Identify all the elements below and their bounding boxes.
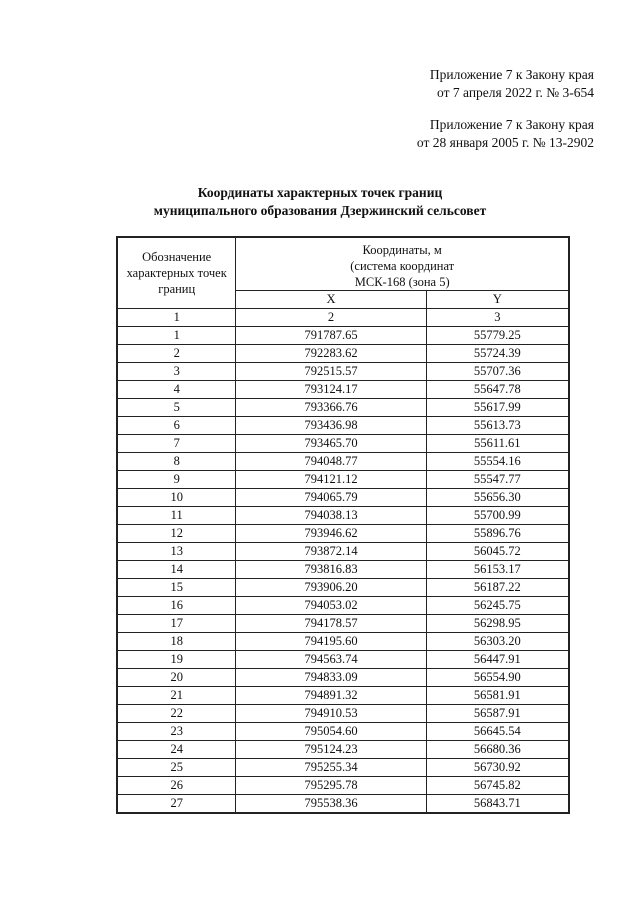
point-name-header: Обозначение характерных точек границ <box>117 237 236 309</box>
x-coordinate-cell: 793366.76 <box>236 399 426 417</box>
appendix-original-line1: Приложение 7 к Закону края <box>429 117 594 132</box>
table-row <box>117 543 569 561</box>
x-coordinate-cell: 791787.65 <box>236 327 426 345</box>
header-row <box>117 237 569 291</box>
y-coordinate-cell: 55547.77 <box>426 471 569 489</box>
y-coordinate-cell: 56730.92 <box>426 759 569 777</box>
x-coordinate-cell: 793436.98 <box>236 417 426 435</box>
y-coordinate-cell: 56745.82 <box>426 777 569 795</box>
x-coordinate-cell: 794178.57 <box>236 615 426 633</box>
point-number-cell: 23 <box>117 723 236 741</box>
x-coordinate-cell: 792283.62 <box>236 345 426 363</box>
point-number-cell: 24 <box>117 741 236 759</box>
point-number-cell: 20 <box>117 669 236 687</box>
table-row <box>117 633 569 651</box>
title-line1: Координаты характерных точек границ <box>197 185 443 200</box>
x-coordinate-cell: 795295.78 <box>236 777 426 795</box>
table-row <box>117 705 569 723</box>
point-number-cell: 17 <box>117 615 236 633</box>
table-row <box>117 453 569 471</box>
y-coordinate-cell: 56045.72 <box>426 543 569 561</box>
table-row <box>117 615 569 633</box>
column-number-3: 3 <box>426 309 569 327</box>
y-coordinate-cell: 56298.95 <box>426 615 569 633</box>
x-coordinate-cell: 795054.60 <box>236 723 426 741</box>
appendix-current-line1: Приложение 7 к Закону края <box>429 67 594 82</box>
point-number-cell: 27 <box>117 795 236 814</box>
table-row <box>117 525 569 543</box>
y-header: Y <box>426 291 569 309</box>
table-row <box>117 363 569 381</box>
y-coordinate-cell: 55554.16 <box>426 453 569 471</box>
document-title <box>0 184 640 220</box>
point-number-cell: 1 <box>117 327 236 345</box>
coords-header-line2: (система координат <box>350 259 455 273</box>
table-row <box>117 345 569 363</box>
table-row <box>117 723 569 741</box>
y-coordinate-cell: 56187.22 <box>426 579 569 597</box>
table-row <box>117 741 569 759</box>
x-coordinate-cell: 794053.02 <box>236 597 426 615</box>
point-number-cell: 26 <box>117 777 236 795</box>
y-coordinate-cell: 55779.25 <box>426 327 569 345</box>
x-coordinate-cell: 794038.13 <box>236 507 426 525</box>
x-coordinate-cell: 794891.32 <box>236 687 426 705</box>
x-coordinate-cell: 794833.09 <box>236 669 426 687</box>
x-coordinate-cell: 794048.77 <box>236 453 426 471</box>
table-row <box>117 489 569 507</box>
x-coordinate-cell: 794065.79 <box>236 489 426 507</box>
y-coordinate-cell: 56843.71 <box>426 795 569 814</box>
y-coordinate-cell: 55656.30 <box>426 489 569 507</box>
point-number-cell: 25 <box>117 759 236 777</box>
appendix-current-line2: от 7 апреля 2022 г. № 3-654 <box>437 85 594 100</box>
y-coordinate-cell: 55647.78 <box>426 381 569 399</box>
x-coordinate-cell: 793872.14 <box>236 543 426 561</box>
x-coordinate-cell: 793906.20 <box>236 579 426 597</box>
x-coordinate-cell: 793946.62 <box>236 525 426 543</box>
table-row <box>117 669 569 687</box>
y-coordinate-cell: 56153.17 <box>426 561 569 579</box>
y-coordinate-cell: 56303.20 <box>426 633 569 651</box>
coords-header-line1: Координаты, м <box>362 243 442 257</box>
x-coordinate-cell: 794195.60 <box>236 633 426 651</box>
y-coordinate-cell: 55613.73 <box>426 417 569 435</box>
table-row <box>117 327 569 345</box>
table-row <box>117 435 569 453</box>
y-coordinate-cell: 55617.99 <box>426 399 569 417</box>
y-coordinate-cell: 55724.39 <box>426 345 569 363</box>
table-row <box>117 381 569 399</box>
appendix-note-current <box>430 66 594 102</box>
y-coordinate-cell: 55707.36 <box>426 363 569 381</box>
point-number-cell: 19 <box>117 651 236 669</box>
point-number-cell: 11 <box>117 507 236 525</box>
table-row <box>117 759 569 777</box>
coords-header-line3: МСК-168 (зона 5) <box>354 275 450 289</box>
x-coordinate-cell: 792515.57 <box>236 363 426 381</box>
point-number-cell: 6 <box>117 417 236 435</box>
coordinates-table <box>116 236 570 814</box>
x-coordinate-cell: 794910.53 <box>236 705 426 723</box>
x-coordinate-cell: 795538.36 <box>236 795 426 814</box>
y-coordinate-cell: 55896.76 <box>426 525 569 543</box>
point-number-cell: 22 <box>117 705 236 723</box>
y-coordinate-cell: 55700.99 <box>426 507 569 525</box>
y-coordinate-cell: 56245.75 <box>426 597 569 615</box>
point-number-cell: 16 <box>117 597 236 615</box>
table-row <box>117 471 569 489</box>
y-coordinate-cell: 56554.90 <box>426 669 569 687</box>
column-number-2: 2 <box>236 309 426 327</box>
point-number-cell: 21 <box>117 687 236 705</box>
point-number-cell: 5 <box>117 399 236 417</box>
x-coordinate-cell: 793816.83 <box>236 561 426 579</box>
y-coordinate-cell: 56581.91 <box>426 687 569 705</box>
table-row <box>117 651 569 669</box>
y-coordinate-cell: 56645.54 <box>426 723 569 741</box>
x-coordinate-cell: 795255.34 <box>236 759 426 777</box>
table-row <box>117 687 569 705</box>
x-coordinate-cell: 793124.17 <box>236 381 426 399</box>
point-number-cell: 4 <box>117 381 236 399</box>
x-header: X <box>236 291 426 309</box>
point-number-cell: 15 <box>117 579 236 597</box>
column-number-row <box>117 309 569 327</box>
point-number-cell: 3 <box>117 363 236 381</box>
x-coordinate-cell: 795124.23 <box>236 741 426 759</box>
point-number-cell: 7 <box>117 435 236 453</box>
appendix-note-original <box>417 116 594 152</box>
point-number-cell: 18 <box>117 633 236 651</box>
point-number-cell: 8 <box>117 453 236 471</box>
coordinates-header <box>236 237 569 291</box>
column-number-1: 1 <box>117 309 236 327</box>
table-row <box>117 795 569 814</box>
table-row <box>117 597 569 615</box>
y-coordinate-cell: 56447.91 <box>426 651 569 669</box>
x-coordinate-cell: 794563.74 <box>236 651 426 669</box>
table-row <box>117 561 569 579</box>
y-coordinate-cell: 55611.61 <box>426 435 569 453</box>
title-line2: муниципального образования Дзержинский сельсовет <box>153 203 487 218</box>
table-row <box>117 417 569 435</box>
point-number-cell: 10 <box>117 489 236 507</box>
point-number-cell: 2 <box>117 345 236 363</box>
y-coordinate-cell: 56680.36 <box>426 741 569 759</box>
table-row <box>117 579 569 597</box>
x-coordinate-cell: 794121.12 <box>236 471 426 489</box>
table-row <box>117 777 569 795</box>
point-number-cell: 9 <box>117 471 236 489</box>
point-number-cell: 12 <box>117 525 236 543</box>
point-number-cell: 14 <box>117 561 236 579</box>
appendix-original-line2: от 28 января 2005 г. № 13-2902 <box>416 135 594 150</box>
y-coordinate-cell: 56587.91 <box>426 705 569 723</box>
table-row <box>117 507 569 525</box>
table-row <box>117 399 569 417</box>
point-number-cell: 13 <box>117 543 236 561</box>
x-coordinate-cell: 793465.70 <box>236 435 426 453</box>
